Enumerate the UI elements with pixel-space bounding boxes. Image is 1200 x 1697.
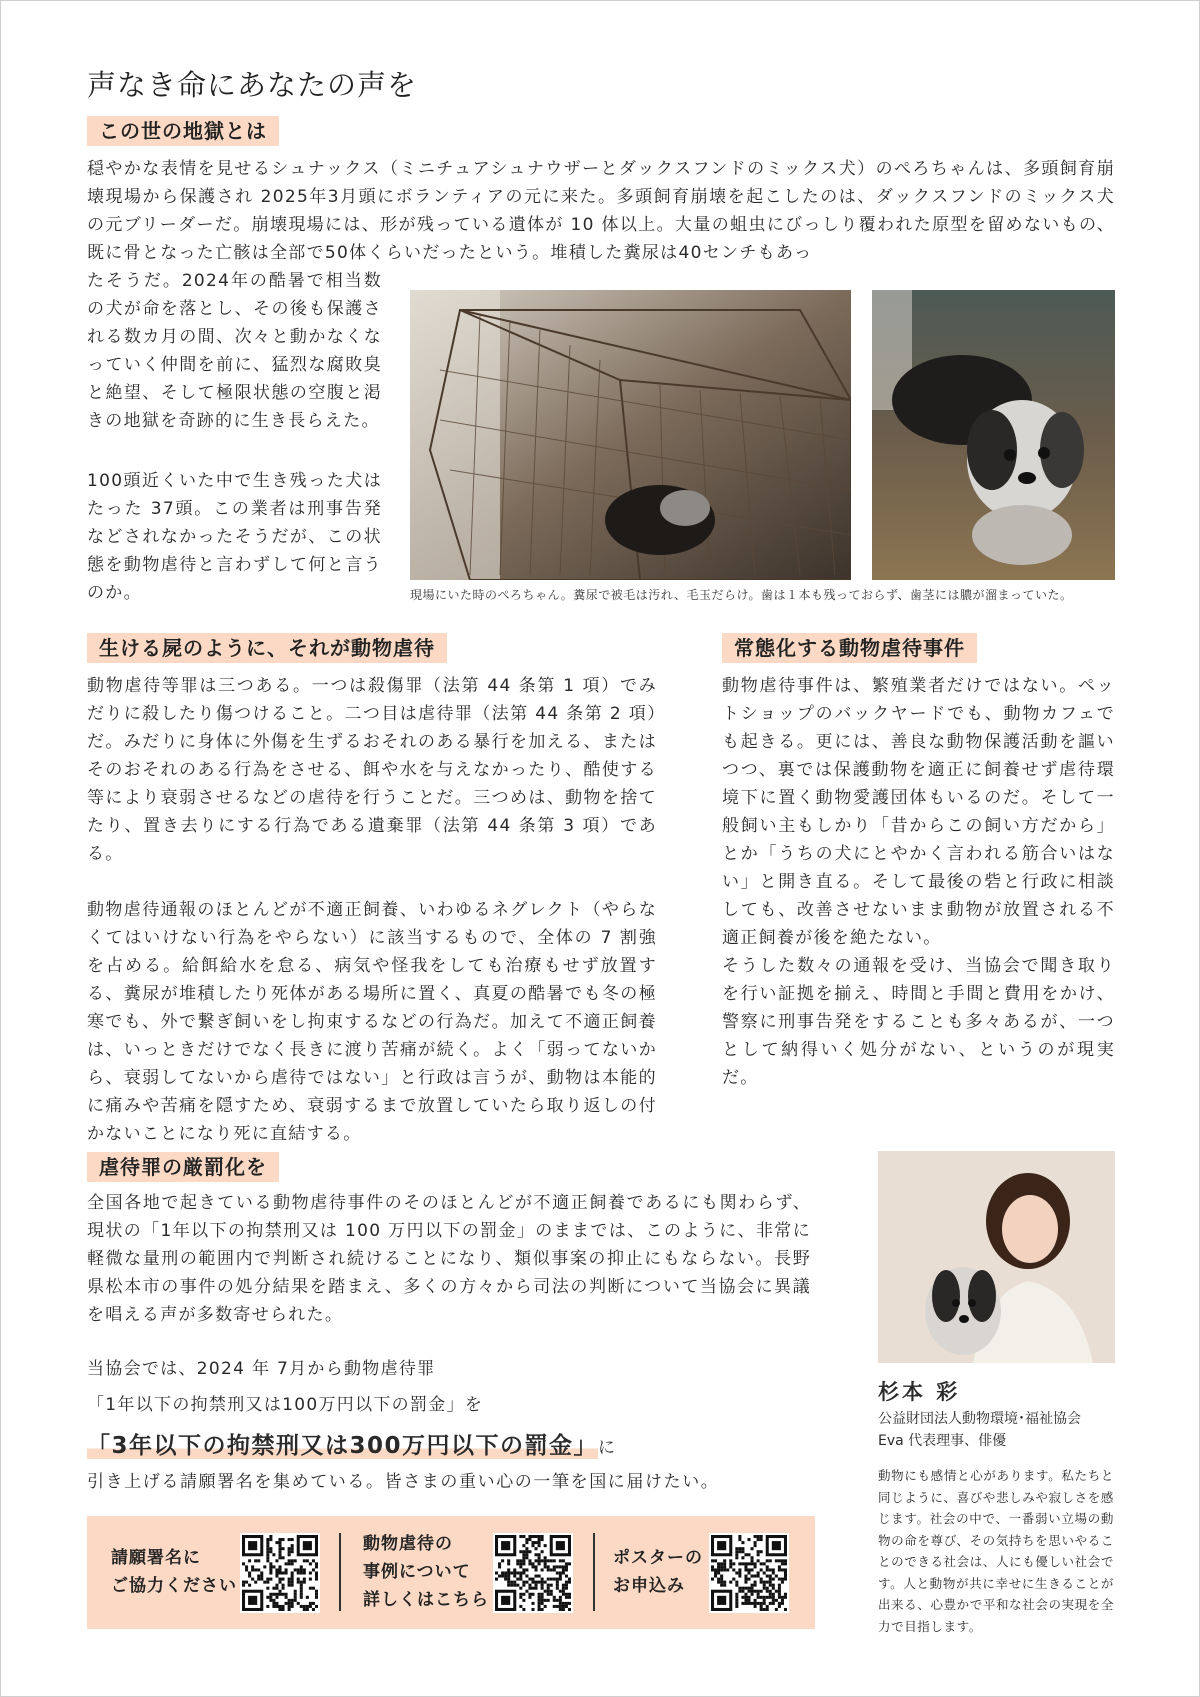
penalty-line-4: 引き上げる請願署名を集めている。皆さまの重い心の一筆を国に届けたい。 [87,1472,720,1492]
profile-role-2: Eva 代表理事、俳優 [878,1433,1007,1449]
photo-caption: 現場にいた時のぺろちゃん。糞尿で被毛は汚れ、毛玉だらけ。歯は１本も残っておらず、歯茎には膿が溜まっていた。 [410,588,1073,602]
profile-name: 杉本 彩 [878,1380,961,1404]
hell-intro-text: 穏やかな表情を見せるシュナックス（ミニチュアシュナウザーとダックスフンドのミックス犬）のぺろちゃんは、多頭飼育崩壊現場から保護され 2025年3月頭にボランティアの元に来た。多頭飼育崩壊を起こしたのは、ダックスフンドのミックス犬の元ブリーダーだ。崩壊現場には、形が残っている遺体が 10 体以上。大量の蛆虫にびっしり覆われた原型を留めないもの、既に骨となった亡骸は全部で50体くらいだったという。堆積した糞尿は40センチもあっ [87,159,1115,263]
qr-label-poster-line1: ポスターの [613,1548,703,1568]
penalty-line-1: 当協会では、2024 年 7月から動物虐待罪 [87,1359,436,1379]
qr-label-cases-line1: 動物虐待の [363,1534,453,1554]
normalized-para-2: そうした数々の通報を受け、当協会で聞き取りを行い証拠を揃え、時間と手間と費用をかけ、警察に刑事告発をすることも多々あるが、一つとして納得いく処分がない、というのが現実だ。 [722,956,1115,1088]
qr-link-panel [87,1516,815,1629]
qr-label-cases [363,1530,489,1614]
section-heading-penalty: 虐待罪の厳罰化を [87,1152,279,1182]
rescue-site-photo [410,290,851,580]
hell-side-text-1: たそうだ。2024年の酷暑で相当数の犬が命を落とし、その後も保護される数カ月の間、次々と動かなくなっていく仲間を前に、猛烈な腐敗臭と絶望、そして極限状態の空腹と渇きの地獄を奇跡的に生き長らえた。 [87,271,382,431]
dog-closeup-photo [872,290,1115,580]
qr-label-cases-line2: 事例について [363,1562,471,1582]
qr-label-petition [111,1544,237,1600]
corpse-para-2: 動物虐待通報のほとんどが不適正飼養、いわゆるネグレクト（やらなくてはいけない行為をやらない）に該当するもので、全体の 7 割強を占める。給餌給水を怠る、病気や怪我をしても治療もせず放置する、糞尿が堆積したり死体がある場所に置く、真夏の酷暑でも冬の極寒でも、外で繋ぎ飼いをし拘束するなどの行為だ。加えて不適正飼養は、いっときだけでなく長きに渡り苦痛が続く。よく「弱ってないから、衰弱してないから虐待ではない」と行政は言うが、動物は本能的に痛みや苦痛を隠すため、衰弱するまで放置していたら取り返しの付かないことになり死に直結する。 [87,900,657,1144]
divider [593,1533,595,1611]
profile-photo [878,1151,1115,1363]
section-heading-hell: この世の地獄とは [87,116,279,146]
qr-label-petition-line2: ご協力ください [111,1576,237,1596]
penalty-line-3 [87,1427,827,1460]
qr-code-cases[interactable] [493,1533,573,1613]
penalty-line-2: 「1年以下の拘禁刑又は100万円以下の罰金」を [87,1395,484,1415]
qr-label-poster [613,1544,703,1600]
hell-side-text-2: 100頭近くいた中で生き残った犬はたった 37頭。この業者は刑事告発などされなかったそうだが、この状態を動物虐待と言わずして何と言うのか。 [87,471,383,603]
divider [339,1533,341,1611]
proposed-penalty-highlight: 「3年以下の拘禁刑又は300万円以下の罰金」 [87,1433,599,1459]
profile-role-1: 公益財団法人動物環境･福祉協会 [878,1411,1081,1427]
qr-code-poster[interactable] [709,1533,789,1613]
qr-label-cases-line3: 詳しくはこちら [363,1590,489,1610]
page-title: 声なき命にあなたの声を [87,68,418,102]
qr-code-petition[interactable] [240,1533,320,1613]
corpse-para-1: 動物虐待等罪は三つある。一つは殺傷罪（法第 44 条第 1 項）でみだりに殺したり傷つけること。二つ目は虐待罪（法第 44 条第 2 項）だ。みだりに身体に外傷を生ずるおそれのある暴行を加える、またはそのおそれのある行為をさせる、餌や水を与えなかったり、酷使する等により衰弱させるなどの虐待を行うことだ。三つめは、動物を捨てたり、置き去りにする行為である遺棄罪（法第 44 条第 3 項）である。 [87,676,657,864]
penalty-para-1: 全国各地で起きている動物虐待事件のそのほとんどが不適正飼養であるにも関わらず、現状の「1年以下の拘禁刑又は 100 万円以下の罰金」のままでは、このように、非常に軽微な量刑の範囲内で判断され続けることになり、類似事案の抑止にもならない。長野県松本市の事件の処分結果を踏まえ、多くの方々から司法の判断について当協会に異議を唱える声が多数寄せられた。 [87,1193,811,1325]
profile-message: 動物にも感情と心があります。私たちと同じように、喜びや悲しみや寂しさを感じます。社会の中で、一番弱い立場の動物の命を尊び、その気持ちを思いやることのできる社会は、人にも優しい社会です。人と動物が共に幸せに生きることが出来る、心豊かで平和な社会の実現を全力で目指します。 [878,1468,1114,1634]
section-heading-corpse: 生ける屍のように、それが動物虐待 [87,633,447,663]
normalized-para-1: 動物虐待事件は、繁殖業者だけではない。ペットショップのバックヤードでも、動物カフェでも起きる。更には、善良な動物保護活動を謳いつつ、裏では保護動物を適正に飼養せず虐待環境下に置く動物愛護団体もいるのだ。そして一般飼い主もしかり「昔からこの飼い方だから」とか「うちの犬にとやかく言われる筋合いはない」と開き直る。そして最後の砦と行政に相談しても、改善させないまま動物が放置される不適正飼養が後を絶たない。 [722,676,1115,948]
section-heading-normalized: 常態化する動物虐待事件 [722,633,977,663]
qr-label-poster-line2: お申込み [613,1576,685,1596]
qr-label-petition-line1: 請願署名に [111,1548,201,1568]
penalty-line-3-suffix: に [598,1438,617,1458]
